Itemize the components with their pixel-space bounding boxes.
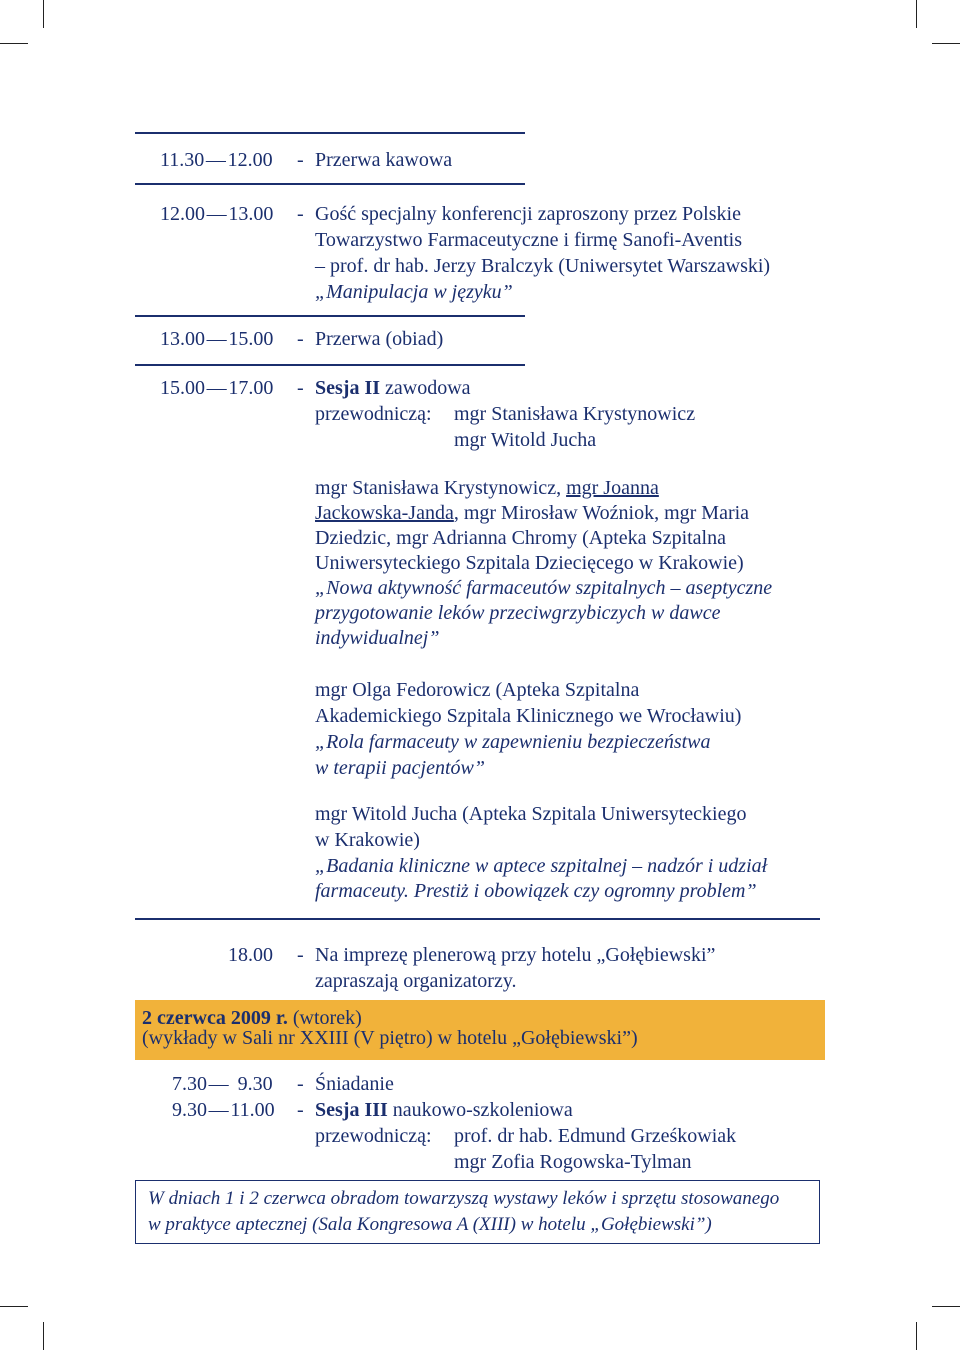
author-text: , mgr Mirosław Woźniok, mgr Maria [453,502,750,524]
author-link: mgr Joanna [566,477,659,499]
note-line: w praktyce aptecznej (Sala Kongresowa A (XIII) w hotelu „Gołębiewski”) [148,1214,712,1235]
schedule-item: Przerwa (obiad) [315,328,444,350]
schedule-dash: - [297,149,304,171]
divider [135,183,525,185]
crop-mark [916,0,917,28]
talk-title: przygotowanie leków przeciwgrzybiczych w dawce [315,602,721,624]
crop-mark [0,43,28,44]
crop-mark [43,0,44,28]
talk-title: w terapii pacjentów” [315,757,485,779]
day-weekday: (wtorek) [287,1007,362,1029]
schedule-time: 12.00 — 13.00 [160,203,274,225]
schedule-time: 11.30 — 12.00 [160,149,273,171]
talk-authors: Uniwersyteckiego Szpitala Dziecięcego w Krakowie) [315,552,744,574]
schedule-time: 9.30 — 11.00 [172,1099,275,1121]
day-date: 2 czerwca 2009 r. [142,1007,288,1029]
schedule-dash: - [297,377,304,399]
chairs-label: przewodniczą: [315,1125,432,1147]
talk-authors: mgr Witold Jucha (Apteka Szpitala Uniwersyteckiego [315,803,747,825]
chair-name: mgr Stanisława Krystynowicz [454,403,696,425]
crop-mark [43,1322,44,1350]
chair-name: mgr Witold Jucha [454,429,597,451]
schedule-item: Przerwa kawowa [315,149,453,171]
divider [135,132,525,134]
divider [135,364,525,366]
talk-authors [315,500,749,526]
talk-authors: mgr Olga Fedorowicz (Apteka Szpitalna [315,679,640,701]
author-link: Jackowska-Janda [315,502,454,524]
note-line: W dniach 1 i 2 czerwca obradom towarzyszą wystawy leków i sprzętu stosowanego [148,1188,780,1209]
schedule-item-line: zapraszają organizatorzy. [315,970,517,992]
schedule-dash: - [297,328,304,350]
session-name: Sesja III [315,1099,388,1121]
session-title [315,375,471,401]
day-subheading: (wykłady w Sali nr XXIII (V piętro) w hotelu „Gołębiewski”) [142,1027,638,1049]
talk-authors [315,475,659,501]
schedule-dash: - [297,944,304,966]
chair-name: mgr Zofia Rogowska-Tylman [454,1151,692,1173]
author-text: mgr Stanisława Krystynowicz, [315,477,567,499]
chairs-label: przewodniczą: [315,403,432,425]
schedule-item: Śniadanie [315,1073,394,1095]
exhibition-note [135,1180,820,1244]
talk-title: „Nowa aktywność farmaceutów szpitalnych – aseptyczne [315,577,773,599]
crop-mark [0,1306,28,1307]
divider [135,315,525,317]
talk-title: farmaceuty. Prestiż i obowiązek czy ogromny problem” [315,880,757,902]
crop-mark [916,1322,917,1350]
schedule-time: 13.00 — 15.00 [160,328,274,350]
crop-mark [932,43,960,44]
schedule-item-line: – prof. dr hab. Jerzy Bralczyk (Uniwersytet Warszawski) [315,255,771,277]
session-name: Sesja II [315,377,381,399]
schedule-item-line: Gość specjalny konferencji zaproszony przez Polskie [315,203,741,225]
talk-authors: Akademickiego Szpitala Klinicznego we Wrocławiu) [315,705,742,727]
schedule-item-line: Na imprezę plenerową przy hotelu „Gołębiewski” [315,944,716,966]
schedule-time: 18.00 [228,944,273,966]
talk-title: „Rola farmaceuty w zapewnieniu bezpieczeństwa [315,731,711,753]
session-type: naukowo-szkoleniowa [392,1099,573,1121]
talk-title: indywidualnej” [315,627,440,649]
talk-authors: w Krakowie) [315,829,420,851]
lecture-title: „Manipulacja w języku” [315,281,513,303]
schedule-item-line: Towarzystwo Farmaceutyczne i firmę Sanofi-Aventis [315,229,742,251]
divider [135,918,820,920]
schedule-time: 15.00 — 17.00 [160,377,274,399]
session-title [315,1097,573,1123]
talk-title: „Badania kliniczne w aptece szpitalnej – nadzór i udział [315,855,768,877]
talk-authors: Dziedzic, mgr Adrianna Chromy (Apteka Szpitalna [315,527,726,549]
schedule-time: 7.30 — 9.30 [172,1073,273,1095]
schedule-dash: - [297,1099,304,1121]
session-type: zawodowa [385,377,471,399]
crop-mark [932,1306,960,1307]
schedule-dash: - [297,203,304,225]
schedule-dash: - [297,1073,304,1095]
chair-name: prof. dr hab. Edmund Grześkowiak [454,1125,737,1147]
